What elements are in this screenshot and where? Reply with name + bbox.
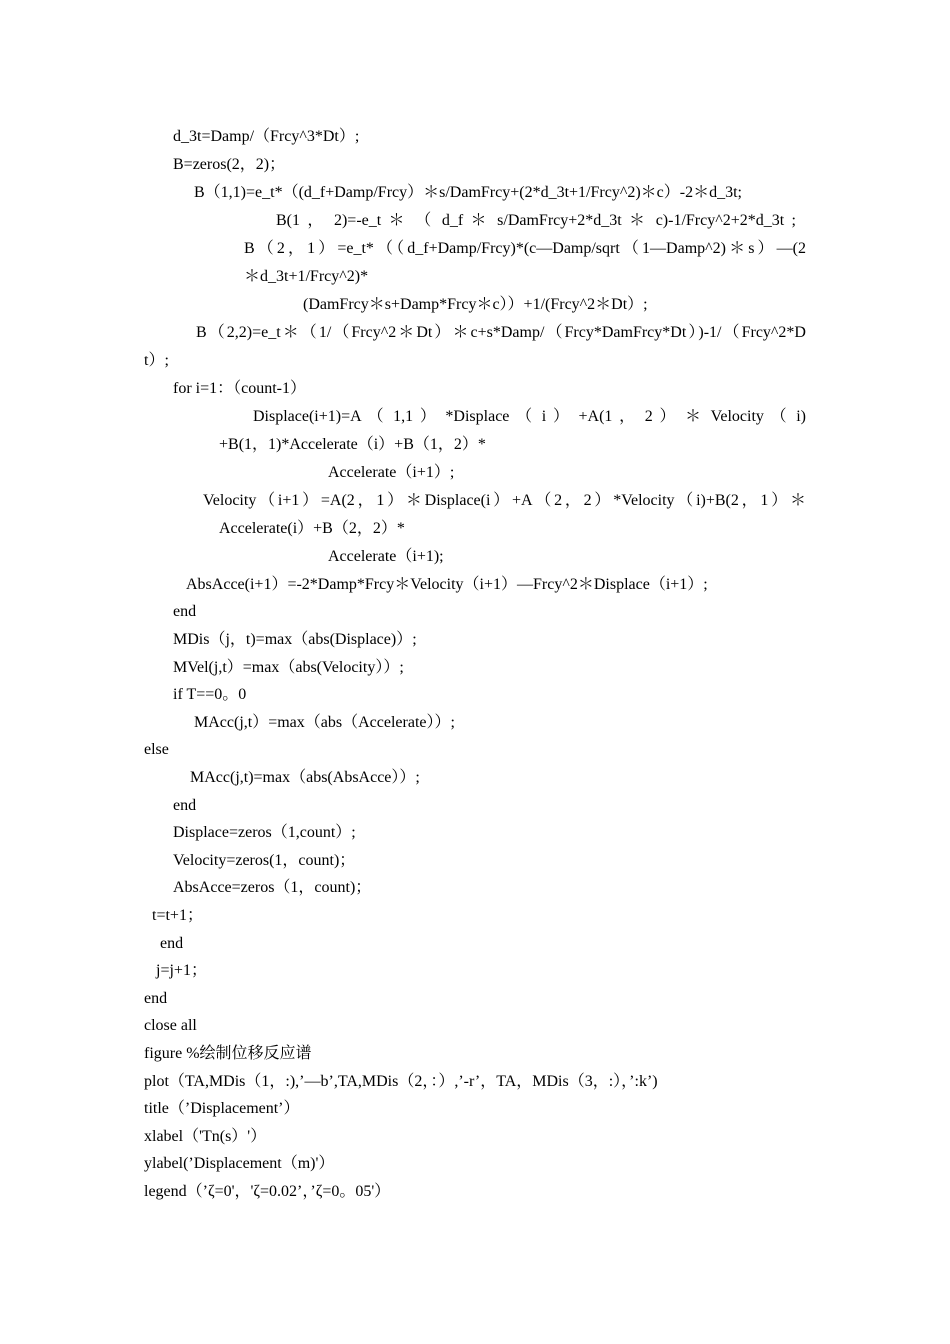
code-line: B（2,2)=e_t＊（1/（Frcy^2＊Dt）＊c+s*Damp/（Frcy*DamFrcy*Dt）)-1/（Frcy^2*D xyxy=(196,324,806,341)
code-line: if T==0。0 xyxy=(173,686,247,703)
code-line: xlabel（'Tn(s）'） xyxy=(144,1128,267,1145)
code-line: Accelerate(i）+B（2，2）* xyxy=(219,520,405,537)
code-line: t=t+1； xyxy=(152,907,203,924)
code-line: else xyxy=(144,741,169,758)
code-line: B（1,1)=e_t*（(d_f+Damp/Frcy）＊s/DamFrcy+(2*d_3t+1/Frcy^2)＊c）-2＊d_3t; xyxy=(194,184,742,201)
code-line: figure %绘制位移反应谱 xyxy=(144,1045,312,1062)
code-line: Velocity（i+1）=A(2，1）＊Displace(i）+A（2，2）*Velocity（i)+B(2，1）＊ xyxy=(203,492,806,509)
code-line: end xyxy=(173,797,197,814)
code-line: Accelerate（i+1）; xyxy=(328,464,455,481)
code-line: B（2，1）=e_t*（（d_f+Damp/Frcy)*(c—Damp/sqrt（1—Damp^2)＊s）—(2 xyxy=(244,240,806,257)
code-line: plot（TA,MDis（1，:),’—b’,TA,MDis（2，：）,’-r’，TA，MDis（3，:），’:k’) xyxy=(144,1073,658,1090)
code-line: ＊d_3t+1/Frcy^2)* xyxy=(244,268,369,285)
code-line: t）; xyxy=(144,352,169,369)
code-line: (DamFrcy＊s+Damp*Frcy＊c））+1/(Frcy^2＊Dt）; xyxy=(303,296,648,313)
code-line: B(1 ， 2)=-e_t ＊ （ d_f ＊ s/DamFrcy+2*d_3t ＊ c)-1/Frcy^2+2*d_3t ; xyxy=(276,212,796,229)
code-line: AbsAcce(i+1）=-2*Damp*Frcy＊Velocity（i+1）—Frcy^2＊Displace（i+1）; xyxy=(186,576,708,593)
code-line: MDis（j，t)=max（abs(Displace)）; xyxy=(173,631,417,648)
code-line: d_3t=Damp/（Frcy^3*Dt）; xyxy=(173,128,360,145)
code-line: B=zeros(2，2)； xyxy=(173,156,286,173)
code-line: Displace=zeros（1,count）; xyxy=(173,824,356,841)
code-line: legend（’ζ=0'，'ζ=0.02’，’ζ=0。05'） xyxy=(144,1183,391,1200)
code-line: j=j+1； xyxy=(156,962,207,979)
code-line: +B(1，1)*Accelerate（i）+B（1，2）* xyxy=(219,436,486,453)
code-line: MVel(j,t）=max（abs(Velocity））; xyxy=(173,659,404,676)
code-line: Velocity=zeros(1，count)； xyxy=(173,852,356,869)
code-line: MAcc(j,t)=max（abs(AbsAcce））; xyxy=(190,769,420,786)
code-line: Displace(i+1)=A （ 1,1 ） *Displace （ i ） +A(1 ， 2 ） ＊ Velocity （ i) xyxy=(253,408,806,425)
code-line: close all xyxy=(144,1017,197,1034)
code-line: Accelerate（i+1); xyxy=(328,548,444,565)
code-line: end xyxy=(173,603,197,620)
code-line: end xyxy=(144,990,168,1007)
code-line: for i=1：（count-1） xyxy=(173,380,307,397)
code-line: AbsAcce=zeros（1，count)； xyxy=(173,879,372,896)
code-line: MAcc(j,t）=max（abs（Accelerate））; xyxy=(194,714,455,731)
code-line: end xyxy=(160,935,184,952)
code-line: ylabel(’Displacement（m)'） xyxy=(144,1155,335,1172)
code-line: title（’Displacement’） xyxy=(144,1100,300,1117)
